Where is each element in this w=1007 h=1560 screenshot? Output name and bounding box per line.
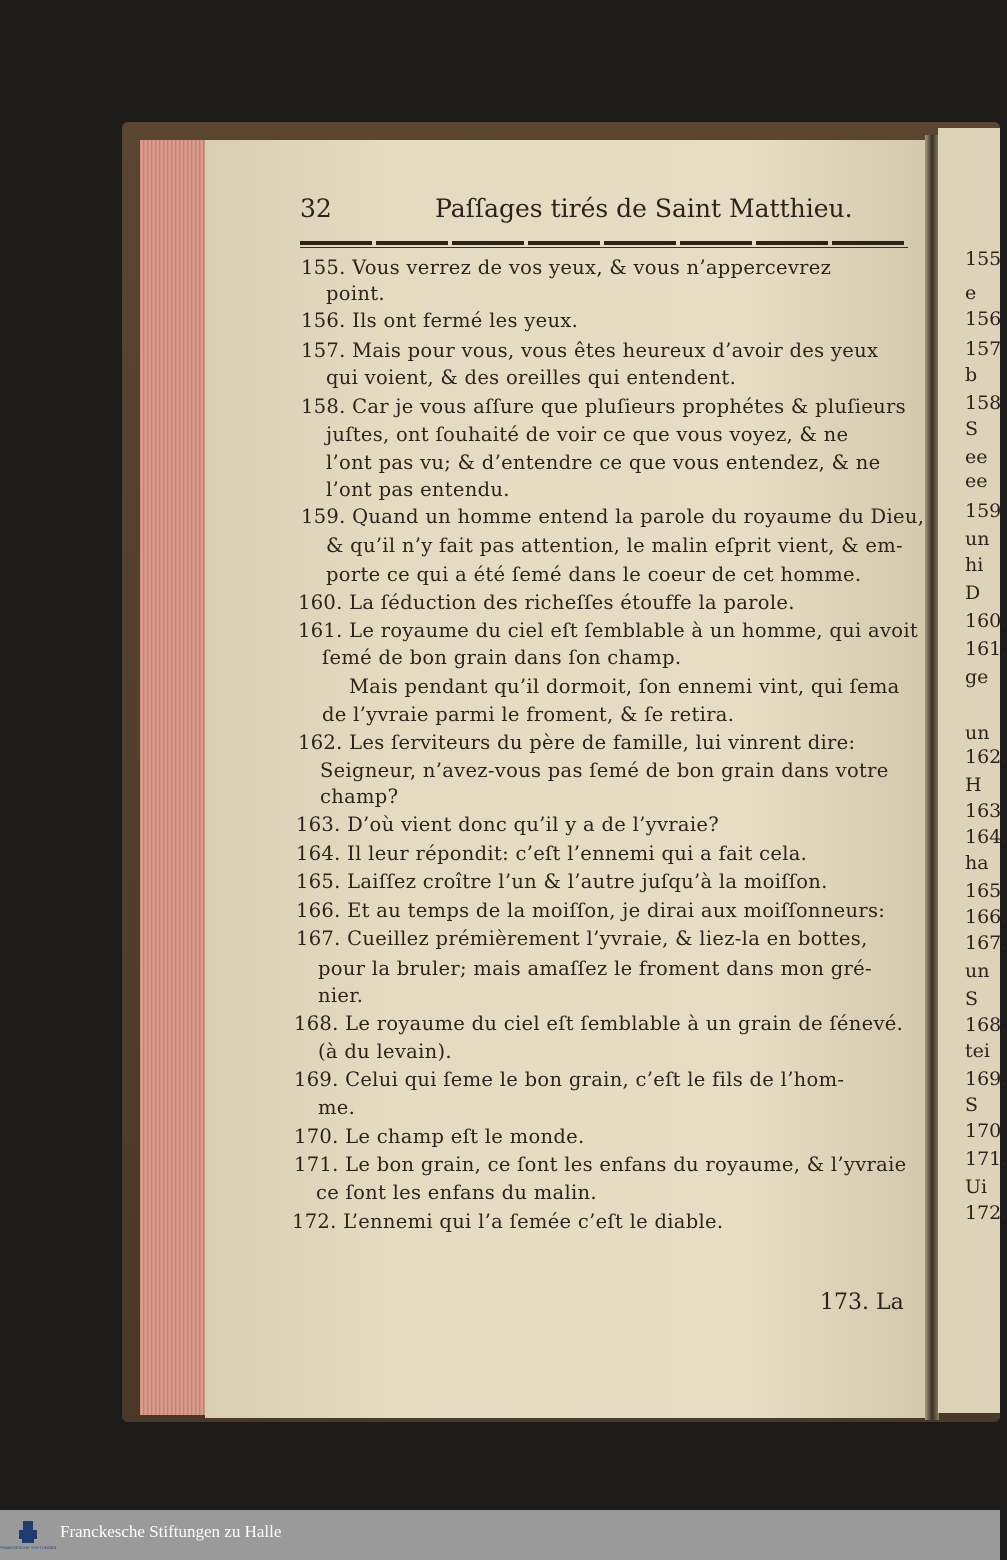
text-line: porte ce qui a été ſemé dans le coeur de cet homme. — [326, 563, 862, 586]
right-page-fragment: 161. — [965, 638, 1007, 660]
right-page-fragment: e — [965, 282, 977, 304]
text-line: (à du levain). — [318, 1040, 452, 1063]
text-line: 170. Le champ eſt le monde. — [294, 1125, 585, 1148]
text-line: champ? — [320, 785, 399, 808]
text-line: ſemé de bon grain dans ſon champ. — [322, 646, 682, 669]
text-line: 172. L’ennemi qui l’a ſemée c’eſt le diable. — [292, 1210, 724, 1233]
right-page-fragment: 163. — [965, 800, 1007, 822]
text-line: 163. D’où vient donc qu’il y a de l’yvraie? — [296, 813, 719, 836]
text-line: 159. Quand un homme entend la parole du royaume du Dieu, — [301, 505, 925, 528]
right-page-fragment: un — [965, 960, 990, 982]
page-number: 32 — [300, 194, 332, 223]
running-head: Paſſages tirés de Saint Matthieu. — [435, 194, 853, 223]
right-page-fragment: S — [965, 418, 979, 440]
text-line: 156. Ils ont fermé les yeux. — [301, 309, 579, 332]
right-page-fragment: D — [965, 582, 981, 604]
catchword: 173. La — [820, 1290, 904, 1315]
text-line: juſtes, ont ſouhaité de voir ce que vous voyez, & ne — [326, 423, 849, 446]
text-line: 165. Laiſſez croître l’un & l’autre juſqu’à la moiſſon. — [296, 870, 828, 893]
right-page-fragment: un — [965, 528, 990, 550]
text-line: l’ont pas vu; & d’entendre ce que vous entendez, & ne — [326, 451, 881, 474]
right-page-fragment: ee — [965, 470, 988, 492]
right-page-fragment: S — [965, 988, 979, 1010]
text-line: & qu’il n’y fait pas attention, le malin eſprit vient, & em- — [326, 534, 903, 557]
right-page-fragment: 164. — [965, 826, 1007, 848]
text-line: de l’yvraie parmi le froment, & ſe retira. — [322, 703, 735, 726]
right-page-fragment: 156 — [965, 308, 1002, 330]
right-page-fragment: hi — [965, 554, 984, 576]
text-line: Seigneur, n’avez-vous pas ſemé de bon grain dans votre — [320, 759, 889, 782]
right-page-fragment: tei — [965, 1040, 990, 1062]
text-line: me. — [318, 1096, 356, 1119]
right-page-fragment: 172. — [965, 1202, 1007, 1224]
right-page-fragment: 166. — [965, 906, 1007, 928]
text-line: 158. Car je vous aſſure que pluſieurs prophétes & pluſieurs — [301, 395, 906, 418]
logo-text: FRANCKESCHE STIFTUNGEN — [0, 1545, 57, 1550]
text-line: pour la bruler; mais amaſſez le froment dans mon gré- — [318, 957, 872, 980]
book-gutter — [925, 135, 939, 1420]
page-header — [300, 192, 910, 232]
text-line: 155. Vous verrez de vos yeux, & vous n’appercevrez — [301, 256, 832, 279]
text-line: 162. Les ſerviteurs du père de famille, lui vinrent dire: — [298, 731, 856, 754]
text-line: nier. — [318, 984, 364, 1007]
right-page-fragment: un — [965, 722, 990, 744]
text-line: 166. Et au temps de la moiſſon, je dirai aux moiſſonneurs: — [296, 899, 886, 922]
right-page-fragment: 155 — [965, 248, 1002, 270]
text-line: ce ſont les enfans du malin. — [316, 1181, 597, 1204]
right-page-fragment: 171. — [965, 1148, 1007, 1170]
page-edges — [140, 140, 208, 1415]
header-rule — [300, 241, 908, 245]
footer-bar — [0, 1510, 1000, 1560]
text-line: 168. Le royaume du ciel eſt ſemblable à un grain de ſénevé. — [294, 1012, 904, 1035]
text-line: qui voient, & des oreilles qui entendent. — [326, 366, 737, 389]
right-page-fragment: 170. — [965, 1120, 1007, 1142]
text-line: 171. Le bon grain, ce ſont les enfans du royaume, & l’yvraie — [294, 1153, 907, 1176]
text-line: 160. La ſéduction des richeſſes étouffe la parole. — [298, 591, 795, 614]
right-page-fragment: 169. — [965, 1068, 1007, 1090]
right-page-fragment: 168. — [965, 1014, 1007, 1036]
text-line: Mais pendant qu’il dormoit, ſon ennemi vint, qui ſema — [349, 675, 900, 698]
right-page-fragment: 162. — [965, 746, 1007, 768]
right-page-fragment: 167. — [965, 932, 1007, 954]
text-line: 157. Mais pour vous, vous êtes heureux d’avoir des yeux — [301, 339, 879, 362]
text-line: 164. Il leur répondit: c’eſt l’ennemi qui a fait cela. — [296, 842, 808, 865]
right-page-fragment: ha — [965, 852, 989, 874]
text-line: 169. Celui qui ſeme le bon grain, c’eſt le fils de l’hom- — [294, 1068, 845, 1091]
right-page-fragment: 158 — [965, 392, 1002, 414]
header-rule-thin — [300, 247, 908, 248]
right-page-fragment: 157 — [965, 338, 1002, 360]
right-page-fragment: 165. — [965, 880, 1007, 902]
right-page-fragment: 160. — [965, 610, 1007, 632]
footer-institution: Franckesche Stiftungen zu Halle — [60, 1522, 282, 1541]
right-page-fragment: H — [965, 774, 982, 796]
right-page-fragment: ee — [965, 446, 988, 468]
text-line: point. — [326, 282, 385, 305]
institution-logo-icon — [0, 1518, 57, 1554]
right-page-fragment: Ui — [965, 1176, 988, 1198]
text-line: 161. Le royaume du ciel eſt ſemblable à un homme, qui avoit — [298, 619, 918, 642]
text-line: l’ont pas entendu. — [326, 478, 510, 501]
right-page-fragment: ge — [965, 666, 989, 688]
right-page-fragment: b — [965, 364, 978, 386]
text-line: 167. Cueillez prémièrement l’yvraie, & liez-la en bottes, — [296, 927, 868, 950]
right-page-fragment: 159 — [965, 500, 1002, 522]
right-page-fragment: S — [965, 1094, 979, 1116]
